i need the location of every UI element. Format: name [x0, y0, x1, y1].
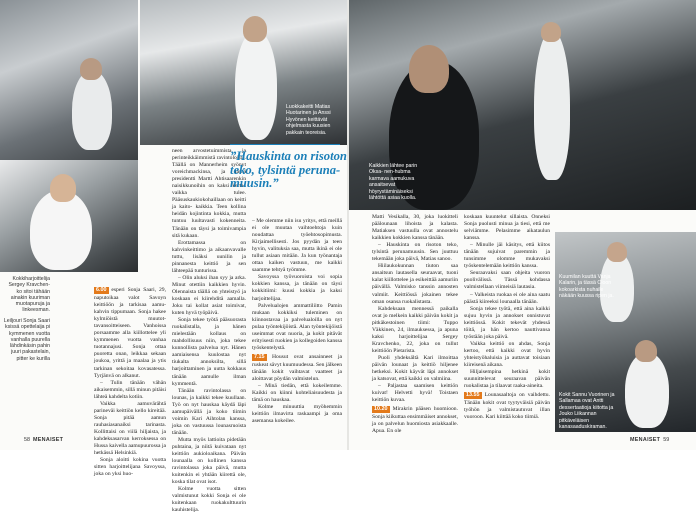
column-5-para-2: – Minulle jäi käsitys, että kiitos tänään sujuivat paremmin ja tunsimme olomme mukavaksi työskentelemään keittiön kanssa.	[464, 242, 550, 270]
column-5-para-5: Sonja tekee työtä, että aina kaikki sujuu hyvin ja annokset onnistuvat keittiössä. Kokit tekevät yhdessä töitä, ja hän kertoo nauttivansa työstään joka päivä.	[464, 305, 550, 340]
column-2-para-1: neen arvostetuimmista ja perinteikkäimmistä ravintoloista. Täällä on Mannerheim syönyt voreichmackinsa, ja tämä presidentti Martti Ahtisaarenkin naisikkunoihin on kaksi kertaa vaikka tulee. Pääsuskaukiokohaillaan on keitti ja kaito- kaikkia. Teen kollina heidän kojintinta kokkia, mutta tuntuu luultavasti kokenneita. Tänään on täysi ja toimivampia sitä kukaan.	[172, 148, 246, 239]
caption-left-side-2: Leiljouri Sonja Saari ksissä opettelaija pi kymmenen vuotta vanhalla puurella lähdinkäsin pahin juuri pakastelain, pitter ke kurilla	[3, 318, 50, 362]
column-2-para-6: Mutta myös lattioita pidetään puhtaina, ja niitä kuivataan nyt keittiön aukioloaikana. Päivän lounaalla on kollinen kanssa ravintolassa joka päivä, mutta kuitenkin ei yhtään kiirettä ole, koska tilat ovat isot.	[172, 436, 246, 486]
column-5-para-7: Hiljaisempina hetkinä kokit suunnittelevat seuraavan päivän ruokalistaa ja tilaavat raaka-aineita.	[464, 369, 550, 390]
page-number-right: 59	[663, 437, 670, 443]
time-marker: 13.55	[466, 392, 480, 399]
column-5-para-1: koskaan kuuntelut sillaista. Onneksi Sonja puolusti minua ja tiesi, että me selviämme. Pelasimme aikataulun kanssa.	[464, 214, 550, 242]
article-column-3	[252, 218, 342, 433]
column-3-para-4: 7.15 Housut ovat ansainneet ja ruskeat sävyt kuumuudessa. Sen jälkeen tänään kokit vaihtavat vaatteet ja aloittavat pöydän valmistelun.	[252, 353, 342, 383]
kitchen-photo-left	[0, 0, 138, 160]
pull-quote: ”Hauskinta on risoton teko, tylsintä peruna- muusin.”	[230, 149, 347, 191]
column-2-para-5: Tänään ravintolassa on lounas, ja kaikki tekee kuullaan. Työ on nyt hauskaa käydä läpi aamupäivällä ja koko tiimin voimin Kari Aihtolan kanssa, joka on vastuussa lounasruoista tänään.	[172, 387, 246, 436]
column-1-para-3: Vaikka aamuvärähtä parineväi keittiön kello kireitää. Sonja pitää aamun rauhasiasanaiksi tarinasta. Kollittaisi on viilä hiljaista, ja kahdeksasarvan kerroksessa on Hussa kaivella aamupuurossa ja hetkässä Helsinkiä.	[94, 400, 166, 457]
magazine-name-right: MENAISET	[630, 437, 661, 443]
column-4-para-1: Matti Vesikalla, 30, joka luokitteli päälounaan lihoista ja kalasta. Matiaksen vastuulla ovat annostelu kaikkien kokkien kanssa tänään.	[372, 214, 458, 242]
column-2-para-2: Erottamassa on kahvinkeittimo ja aikaanvavalle tuttu, lisäksi uunilin ja pinnanesta keittiö ja sen lähteepää tunturissa.	[172, 239, 246, 274]
caption-right-bottom: Kokit Sannu Vuorinen ja Sallamaa ovat Antti dessertaatioja kiitotta ja Jouko Liikannan pitkäveläisen kanasaaduskiraman.	[559, 392, 615, 431]
chef-photo-top	[140, 0, 347, 145]
column-5-para-6: Vaikka keittiö on ahdas, Sonja kertoo, että kaikki ovat hyvin yhteistyöhaluisia ja auttavat toisiaan kiireisenä aikana.	[464, 340, 550, 368]
column-3-para-1: – Me olemme niin isu yritys, että meillä ei ole muutaa vaihtoehtoja kuin noudattaa työehtosopimusta. Kirjaimellisesti. Jos pyydän ja teen hyvin, valituksia saa, mutta ikinä ei ole tullut asiaan mitään. Ja kun työnantaja ottaa kaiken vastuun, me kaikki saamme tehtyä työmme.	[252, 218, 342, 274]
time-marker: 6.00	[96, 287, 107, 293]
chef-photo-mid	[0, 160, 138, 272]
column-1-para-1: 6.00 esperi Sonja Saari, 29, naputoikaa valot Savoyn keittiöön ja tarkisaa aamu- kahvin tippumaan. Sonja hakee kylmiöistä muutot- tavansoitteiseen. Vanhoissa porsaamme alla kiillottelee yli kymmenen vuotta vanhaa tuotannajusi. Sonja ottaa puoretta onan, leikkaa sekaan joukoa, yrittä ja maalaa ja ytis tarkinan sekoitaa kovasatessa. Tyrjänvä on alkanut.	[94, 287, 166, 379]
caption-right-side: Kuumilan kuuttä Vanja Kalarin, ja tässä Oloon kokoarkista nuhaile näkään kuussa ripen ja.	[559, 274, 614, 300]
page-gutter	[347, 0, 349, 450]
caption-left-side: Kokkiharjoittelija Sergey Kravchen- ko sitoi tähään ainakin kuuriman muotapuruja ja linkeesman.	[8, 276, 50, 314]
column-4-para-4: Kahdeksaan mennessä paikalla ovat jo melkein kaikki päivän kokit ja pitkäkestoinen tiimi: Tuppo Väkkinen, 24, ilmauksessa, ja apuna kaksi harjoittelijaa Sergey Kravchenko, 22, joka on tullut keittiöön Pietarista.	[372, 305, 458, 354]
column-4-para-7: 10.20 Mirakrin pääsen huomioon. Sonja kiikuttaa ensimmäiset annokset, ja on palvelun huomiosta asiakkaalle. Apua. En ole	[372, 406, 458, 435]
main-photo-right	[349, 0, 696, 210]
column-1-para-2: – Tulin tänään vähän aikaisemmin, sillä minun pitäisi lähteä kahdelta kotiin.	[94, 379, 166, 400]
footer-left	[24, 437, 63, 443]
column-5-para-8: 13.55 Lounasaaltoja on vaihdettu. Tänään kokit ovat tyytyväisiä päivän työhön ja valmistautuvat illan vuoroon. Kari kiittää koko tiimiä.	[464, 392, 550, 421]
column-3-para-5: – Minä tiedän, että kokeilemme. Kaikki on kiinni kohteliaisuudesta ja tämä on hauskaa.	[252, 383, 342, 404]
time-marker: 7.15	[254, 353, 265, 360]
column-2-para-3: – Olin aluksi ihan syy ja arka. Minut otettiin kaikkien hyvin. Olennaista täällä on yhteistyö ja koskaan ei kiirehditä aamalla. Joku tai kollat asiat toimivat, kuten hyvä työpäivä.	[172, 274, 246, 317]
article-column-4	[372, 214, 458, 433]
column-4-para-2: – Hauskinta on risoton teko, tylsintä perunamuusin. Sen juuttuu tekemään joka päivä, Matias sanoo.	[372, 242, 458, 263]
column-1-para-4: Sonja aloitti kokina vuotta sitten harjoittelijana Savoyssa, joka on yksi huo-	[94, 457, 166, 478]
time-marker: 10.20	[374, 406, 388, 413]
column-3-para-6: Kolme minuuttia myöhemmin keittiön ilmavirta raskaampi ja oma asemansa kokeilee.	[252, 404, 342, 425]
caption-kitchen-top: Luokkakeitti Matias Huotarinen ja Anssi Hyvönen keittävät ohjelmasta kuusien pakkain teoreisia.	[286, 104, 331, 136]
column-3-para-3: Palvelualojen ammattiliitto Pamin mukaan kokkiksi tuleminen on kiinnostavaa ja palvelualoilla on nyt pulaa työntekijöistä. Alan työntekijöistä useimmat ovat nuoria, ja kokit pitävät erityisesti ruokien ja kollegoiden kanssa työskentelystä.	[252, 302, 342, 351]
column-2-para-4: Sonja tekee työtä pääsuorasta ruokalistalla, ja hänen mielestään kollaus on mahdollisuus niin, joka tekee kunnollista palvelua nyt. Hänen aamiaisensa kuulostaa nyt tiukalta annoksilta, sillä harjoittaminen ja uutta kokkaus tänään aamulle ilman kymmentä.	[172, 317, 246, 387]
footer-right	[630, 437, 669, 443]
column-4-para-6: – Paljastaa saamisen keittiön kuivat! Helvetti hyvä! Toistaen keittiön kuvaa.	[372, 383, 458, 404]
column-2-para-7: Kolme vuotta sitten valmistunut kokki Sonja ei ole kuitenkaan ruokakulttuurin kauhistelija.	[172, 486, 246, 514]
caption-hot-kitchen: Kaikkien lähtee parin Oksa- nen-hubma karmava aamukuva ansaitsevat höyrystäminäiseksi lähtöttä asiaa kuolla.	[369, 163, 418, 202]
article-column-5	[464, 214, 550, 433]
right-bottom-photo	[555, 232, 696, 432]
column-5-para-4: – Valkeista ruokaa ei ole aina saatu päästä kiireeksi lounaalla tänään.	[464, 291, 550, 305]
column-4-para-3: Hiilaukokunnan tiuton saa ansaitsun lautasella seuraavat, tuoni kalat kiillottelee ja esikeittää aamuriin päivällä. Valmisko tanssin annosten valmiit. Keittiössä jokainen tekee oman osansa ruokalistasta.	[372, 263, 458, 305]
column-3-para-2: Savoyssa työvuoroista voi sopia kokkien kanssa, ja tänään on täysi kokkitiimi: kuusi kokkia ja kaksi harjoittelijaa.	[252, 274, 342, 302]
page-number-left: 58	[24, 437, 30, 443]
column-5-para-3: Seuraavaksi saan ohjeita vuoron puolivälissä. Tässä kohdassa valmistellaan viimeisiä lautasia.	[464, 270, 550, 291]
magazine-name-left: MENAISET	[33, 437, 64, 443]
article-column-1	[94, 285, 166, 478]
column-4-para-5: Puoli yhdeksältä Kari ilmoittaa päivän lounaat ja keittiö hiljenee hetkeksi. Kokit käyvät läpi annokset ja katsovat, että kaikki on valmiina.	[372, 354, 458, 383]
